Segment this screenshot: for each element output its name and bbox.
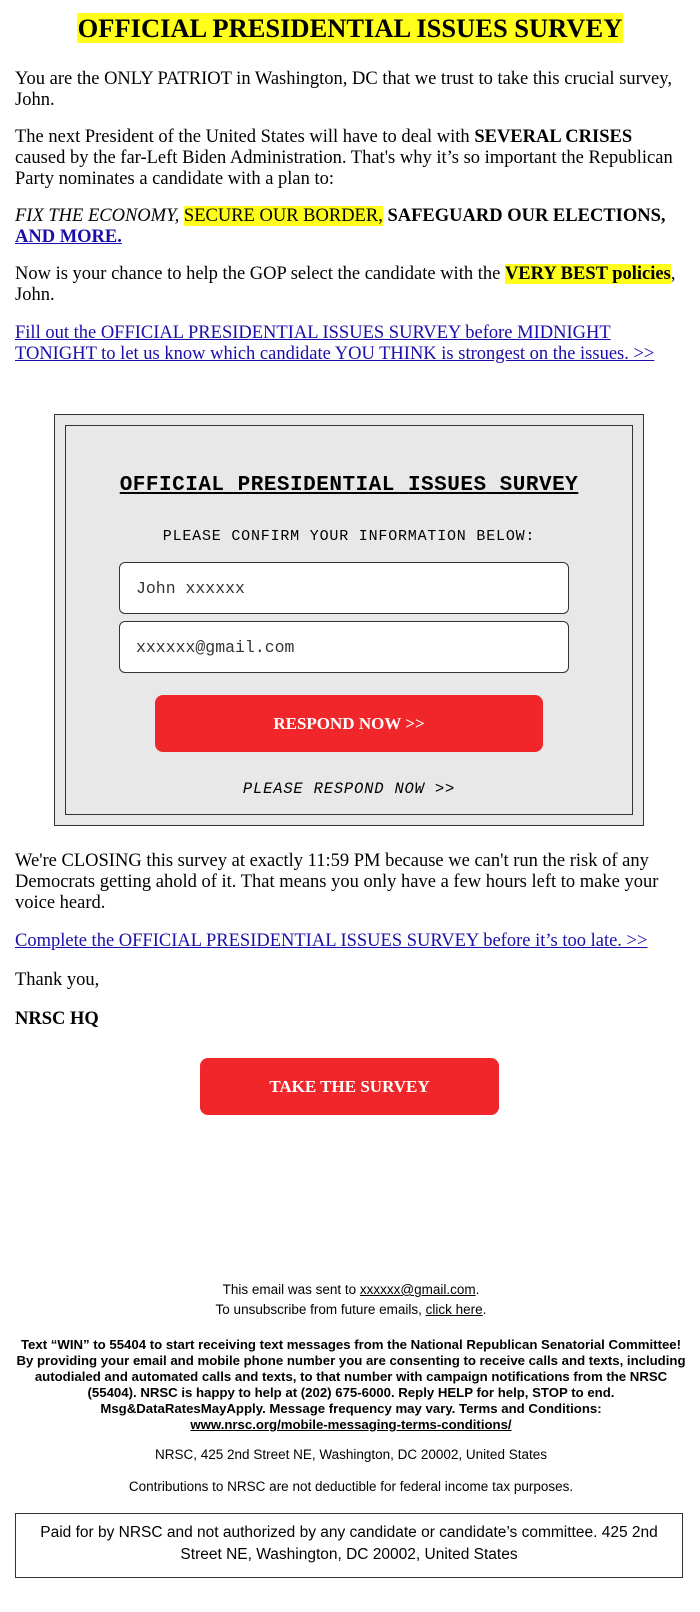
page-headline xyxy=(0,13,700,44)
tax-disclaimer: Contributions to NRSC are not deductible for federal income tax purposes. xyxy=(128,1479,574,1494)
sms-disclaimer-text: Text “WIN” to 55404 to start receiving text messages from the National Republican Senatorial Committee! By providing your email and mobile phone number you are consenting to receive calls and texts, including autodialed and automated calls and texts, to that number with campaign notifications from the NRSC (55404). NRSC is happy to help at (202) 675-6000. Reply HELP for help, STOP to end. Msg&DataRatesMayApply. Message frequency may vary. Terms and Conditions: xyxy=(16,1337,686,1416)
sent-to-line xyxy=(15,1282,687,1298)
fill-out-survey-link[interactable]: Fill out the OFFICIAL PRESIDENTIAL ISSUES SURVEY before MIDNIGHT TONIGHT to let us know which candidate YOU THINK is strongest on the issues. >> xyxy=(15,323,655,364)
complete-survey-paragraph xyxy=(15,931,687,952)
and-more-link[interactable]: AND MORE. xyxy=(15,227,122,247)
complete-survey-link[interactable]: Complete the OFFICIAL PRESIDENTIAL ISSUES SURVEY before it’s too late. >> xyxy=(15,931,648,951)
p2-bold: SEVERAL CRISES xyxy=(474,127,633,147)
signature-text: NRSC HQ xyxy=(15,1009,99,1029)
sms-terms-link[interactable]: www.nrsc.org/mobile-messaging-terms-conditions/ xyxy=(190,1417,512,1432)
survey-title: OFFICIAL PRESIDENTIAL ISSUES SURVEY xyxy=(119,474,579,497)
unsubscribe-text: To unsubscribe from future emails, xyxy=(215,1302,426,1317)
sent-to-text: This email was sent to xyxy=(222,1282,360,1297)
thank-you-text: Thank you, xyxy=(15,970,100,990)
respond-note: PLEASE RESPOND NOW >> xyxy=(242,780,456,798)
intro-paragraph-4 xyxy=(15,264,687,306)
sent-to-end: . xyxy=(475,1282,480,1297)
p4-text: Now is your chance to help the GOP select the candidate with the xyxy=(15,264,505,284)
respond-now-button[interactable]: RESPOND NOW >> xyxy=(155,695,543,752)
intro-paragraph-2 xyxy=(15,127,687,190)
sent-to-email-link[interactable]: xxxxxx@gmail.com xyxy=(359,1282,476,1297)
paid-for-box: Paid for by NRSC and not authorized by any candidate or candidate’s committee. 425 2nd Street NE, Washington, DC 20002, United States xyxy=(15,1513,683,1578)
p2-text-end: caused by the far-Left Biden Administration. That's why it’s so important the Republican Party nominates a candidate with a plan to: xyxy=(15,148,673,189)
survey-subtitle: PLEASE CONFIRM YOUR INFORMATION BELOW: xyxy=(162,528,536,545)
survey-box-inner xyxy=(65,425,633,815)
headline-text: OFFICIAL PRESIDENTIAL ISSUES SURVEY xyxy=(77,13,623,43)
survey-box xyxy=(54,414,644,826)
intro-paragraph-1: You are the ONLY PATRIOT in Washington, DC that we trust to take this crucial survey, John. xyxy=(15,69,672,110)
sms-disclaimer xyxy=(15,1337,687,1433)
p3-highlight: SECURE OUR BORDER, xyxy=(183,206,383,226)
unsubscribe-link[interactable]: click here xyxy=(425,1302,483,1317)
p4-highlight: VERY BEST policies xyxy=(504,264,671,284)
name-input[interactable] xyxy=(119,562,569,614)
unsubscribe-line xyxy=(15,1302,687,1318)
take-the-survey-button[interactable]: TAKE THE SURVEY xyxy=(200,1058,499,1115)
intro-paragraph-5 xyxy=(15,323,687,365)
unsubscribe-end: . xyxy=(482,1302,487,1317)
p3-italic: FIX THE ECONOMY, xyxy=(15,206,180,226)
mailing-address: NRSC, 425 2nd Street NE, Washington, DC 20002, United States xyxy=(155,1447,547,1462)
closing-paragraph: We're CLOSING this survey at exactly 11:59 PM because we can't run the risk of any Democrats getting ahold of it. That means you only have a few hours left to make your voice heard. xyxy=(15,851,659,913)
p4-text-end: , John. xyxy=(15,264,676,305)
email-input[interactable] xyxy=(119,621,569,673)
intro-paragraph-3 xyxy=(15,206,687,248)
p2-text: The next President of the United States will have to deal with xyxy=(15,127,475,147)
p3-bold: SAFEGUARD OUR ELECTIONS, xyxy=(387,206,666,226)
